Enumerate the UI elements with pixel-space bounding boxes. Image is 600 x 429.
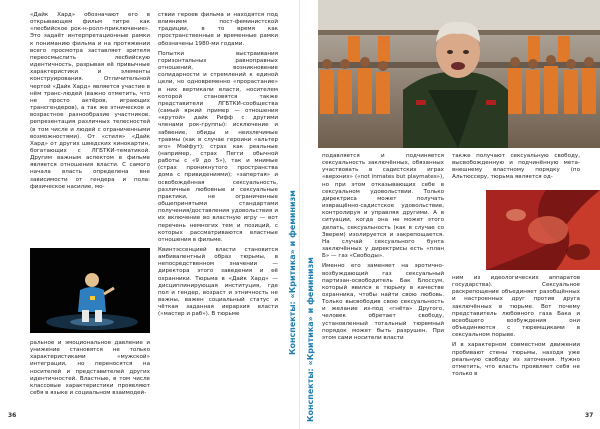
- side-title-right: Конспекты: «Критика» и феминизм: [306, 257, 315, 422]
- right-column-2-bottom: [452, 275, 580, 418]
- photo-performer-spotlight: [30, 248, 150, 333]
- left-column-2: [158, 12, 278, 417]
- page-number-right: 37: [585, 412, 594, 419]
- photo-red-detail: [486, 190, 600, 270]
- paragraph: ральное и эмоциональное давление и унижение становятся не только характеристиками «мужской» интеграции, но переносятся на носителей и представителей других идентичностей. Властные, в том числе классовые характеристики проявляют себя в языке и социальном взаимодей-: [30, 340, 150, 397]
- paragraph: Квинтэссенцией власти становится амбивалентный образ тюрьмы, в непосредственном значении — директора этого заведения и её охранники. Тюрьма в «Дайк Хард» — дисциплинирующая институция, где пол и гендер, возраст и этничность не важны, важен социальный статус и чёткая заданная иерархия власти («мастер и раб»). В тюрьме: [158, 247, 278, 318]
- side-title-left: Конспекты: «Критика» и феминизм: [288, 190, 297, 355]
- paragraph: ним из идеологических аппаратов государства). Сексуальное раскрепощение объединяет разобщённых и настроенных друг против друга заключённых в тюрьме. Вот почему представитель любовного газа Бака и всеобщего возбуждения они объединяются с тюремщиками в сексуальном порыве.: [452, 275, 580, 339]
- red-detail-graphic: [486, 190, 600, 270]
- paragraph: подавляется и подчиняется сексуальность заключённых, обязанных участвовать в садистских играх «верхних» («not inmates but playmates»), но при этом отказывающих себе в сексуальном удовольствии. Только директриса может получать извращённо-садистское удовольствие, контролируя и управляя другими. А в ситуации, когда она не может этого делать, сексуальность (как в случае со Зверем) изолируется и закрепощается. На случай сексуального бунта заключённых у директрисы есть «план Б» — газ «Свободы».: [322, 153, 444, 260]
- right-column-1: [322, 153, 444, 418]
- page-number-left: 36: [8, 412, 17, 419]
- paragraph: Попытки выстраивания горизонтальных равноправных отношений, возникновение солидарности и стремлений к единой цели, но одновременно «прорастание» в них вертикали власти, носителем которой становятся также представители ЛГБТКИ-сообщества (самый яркий пример — отношения «крутой» дайк Рифф с другими членами рок-группы): исключение и забвение, обиды и неизлечимые травмы (как в случае героини «альтер эго» Мэйфут); страх как реальные (например, страх Пегги обычной работы с «9 до 5»), так и мнимые (страх проникнутого пространства дома с привидениями); «запертая» и освобождённая сексуальность, различные любовные и сексуальные практики, не ограниченные общепринятыми стандартами получения/доставления удовольствия и их включение во властную игру — вот перечень немногих тем и позиций, с которых рассматриваются властные отношения в фильме.: [158, 50, 278, 243]
- performer-photo-graphic: [30, 248, 150, 333]
- paragraph: также получают сексуальную свободу, высвобожденную и подчинённую мета-внешнему властному порядку (по Альтюссеру, тюрьма является од-: [452, 153, 580, 181]
- left-column-1: [30, 12, 150, 242]
- photo-prison-scene: [318, 0, 600, 148]
- right-column-2-top: [452, 153, 580, 188]
- paragraph: ствии героев фильма и находятся под влиянием пост-феминистской традиции, в то время как пространственные и временные рамки обозначены 1980-ми годами.: [158, 12, 278, 47]
- left-column-bottom: [30, 340, 150, 412]
- prison-scene-graphic: [318, 0, 600, 148]
- paragraph: И в характерном совместном движении пробивают стены тюрьмы, находя уже реальную свободу из заточения. Нужно отметить, что власть проявляет себя не только в: [452, 342, 580, 378]
- paragraph: «Дайк Хард» обозначают его в открывающем фильм титре как «лесбийское рок-н-ролл-приключение». Это задаёт интерпретационные рамки к пониманию фильма и на протяжении всего просмотра заставляет зрителя переосмыслить лесбийскую идентичность, разрывая её привычные характеристики и элементы конструирования. Отличительной чертой «Дайк Хард» является участие в нём транс-людей (важно отметить, что не просто актёров, играющих трансгендеров), а так же этническое и возрастное разнообразие участников, репрезентация различных телесностей (в том числе и людей с ограниченными возможностями). От «стиля» «Дайк Хард» от других шведских кинокартин, богатающих с ЛГБТКИ-тематикой. Другим важным аспектом в фильме является отношения власти. С самого начала власть определена вне зависимости от гендера и пола: физическое насилие, мо-: [30, 12, 150, 190]
- paragraph: Именно его заменяет на эротично-возбуждающий газ сексуальный партизан-освободитель Бак Блоссум, который явился в тюрьму в качестве охранника, чтобы найти свою любовь. Только высвободив свою сексуальность и желание из-под «гнёта» Другого, человек обретает свободу, установленный тотальный тюремный порядок может быть разрушен. При этом сами носители власти: [322, 263, 444, 341]
